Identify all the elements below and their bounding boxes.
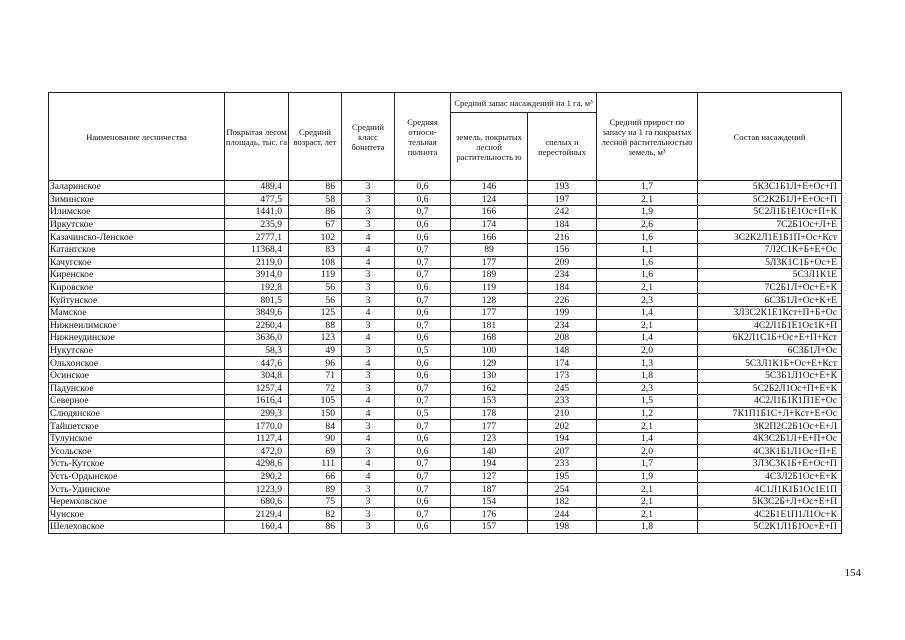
cell-bonitet: 3 — [342, 369, 395, 382]
cell-stock-mature: 199 — [528, 306, 597, 319]
cell-density: 0,7 — [395, 420, 451, 433]
cell-composition: 7С2Б1Л+Ос+Е+К — [698, 281, 842, 294]
cell-stock-mature: 254 — [528, 483, 597, 496]
table-row — [49, 483, 842, 496]
cell-density: 0,7 — [395, 243, 451, 256]
cell-name: Кировское — [49, 281, 225, 294]
cell-composition: 5Л3К1С1Б+Ос+Е — [698, 256, 842, 269]
cell-density: 0,7 — [395, 256, 451, 269]
cell-composition: 4С3Л2Б1Ос+Е+К — [698, 470, 842, 483]
table-row — [49, 495, 842, 508]
table-row — [49, 508, 842, 521]
cell-name: Слюдянское — [49, 407, 225, 420]
cell-name: Усольское — [49, 445, 225, 458]
table-row — [49, 445, 842, 458]
cell-composition: 4С2Л1Б1Е1Ос1К+П — [698, 319, 842, 332]
cell-composition: 4С2Л1Б1К1П1Е+Ос — [698, 395, 842, 408]
cell-area: 3914,0 — [225, 269, 289, 282]
cell-density: 0,7 — [395, 508, 451, 521]
cell-name: Усть-Кутское — [49, 458, 225, 471]
cell-bonitet: 4 — [342, 458, 395, 471]
cell-bonitet: 3 — [342, 495, 395, 508]
cell-stock-mature: 198 — [528, 521, 597, 534]
cell-composition: 6К2Л1С1Б+Ос+Е+П+Кст — [698, 332, 842, 345]
cell-age: 56 — [289, 281, 342, 294]
cell-density: 0,6 — [395, 357, 451, 370]
cell-density: 0,6 — [395, 445, 451, 458]
table-row — [49, 306, 842, 319]
cell-growth: 1,6 — [597, 256, 698, 269]
cell-composition: 7С2Б1Ос+Л+Е — [698, 218, 842, 231]
cell-bonitet: 3 — [342, 521, 395, 534]
cell-bonitet: 3 — [342, 218, 395, 231]
cell-stock-mature: 184 — [528, 281, 597, 294]
cell-growth: 1,5 — [597, 395, 698, 408]
cell-age: 56 — [289, 294, 342, 307]
table-row — [49, 181, 842, 194]
cell-name: Тайшетское — [49, 420, 225, 433]
cell-density: 0,6 — [395, 369, 451, 382]
cell-bonitet: 4 — [342, 470, 395, 483]
cell-stock-mature: 244 — [528, 508, 597, 521]
cell-stock-mature: 148 — [528, 344, 597, 357]
cell-age: 86 — [289, 206, 342, 219]
cell-age: 86 — [289, 181, 342, 194]
cell-growth: 2,0 — [597, 344, 698, 357]
cell-area: 472,0 — [225, 445, 289, 458]
cell-composition: 5С2К1Л1Б1Ос+Е+П — [698, 521, 842, 534]
cell-growth: 1,7 — [597, 181, 698, 194]
table-row — [49, 395, 842, 408]
cell-bonitet: 4 — [342, 231, 395, 244]
cell-name: Заларинское — [49, 181, 225, 194]
cell-density: 0,7 — [395, 382, 451, 395]
cell-bonitet: 4 — [342, 256, 395, 269]
cell-area: 235,9 — [225, 218, 289, 231]
cell-area: 489,4 — [225, 181, 289, 194]
cell-stock-mature: 195 — [528, 470, 597, 483]
cell-name: Усть-Ордынское — [49, 470, 225, 483]
cell-name: Зиминское — [49, 193, 225, 206]
cell-bonitet: 3 — [342, 382, 395, 395]
cell-stock-all: 130 — [451, 369, 528, 382]
cell-area: 58,3 — [225, 344, 289, 357]
cell-composition: 3К2П2С2Б1Ос+Е+Л — [698, 420, 842, 433]
cell-density: 0,6 — [395, 218, 451, 231]
cell-name: Киренское — [49, 269, 225, 282]
cell-area: 1127,4 — [225, 432, 289, 445]
cell-area: 290,2 — [225, 470, 289, 483]
cell-density: 0,7 — [395, 458, 451, 471]
cell-stock-mature: 245 — [528, 382, 597, 395]
cell-bonitet: 4 — [342, 432, 395, 445]
header-bonitet: Средний класс бонитета — [342, 93, 395, 181]
cell-name: Чунское — [49, 508, 225, 521]
cell-age: 72 — [289, 382, 342, 395]
cell-stock-all: 189 — [451, 269, 528, 282]
cell-stock-mature: 226 — [528, 294, 597, 307]
cell-age: 105 — [289, 395, 342, 408]
cell-stock-mature: 193 — [528, 181, 597, 194]
cell-age: 88 — [289, 319, 342, 332]
cell-stock-mature: 156 — [528, 243, 597, 256]
cell-age: 83 — [289, 243, 342, 256]
cell-bonitet: 3 — [342, 344, 395, 357]
cell-age: 75 — [289, 495, 342, 508]
cell-area: 2129,4 — [225, 508, 289, 521]
cell-name: Мамское — [49, 306, 225, 319]
cell-stock-all: 129 — [451, 357, 528, 370]
cell-stock-mature: 242 — [528, 206, 597, 219]
header-composition: Состав насаждений — [698, 93, 842, 181]
cell-stock-all: 194 — [451, 458, 528, 471]
cell-composition: 5С3Л1К1Е — [698, 269, 842, 282]
cell-growth: 1,8 — [597, 369, 698, 382]
cell-growth: 2,3 — [597, 382, 698, 395]
cell-density: 0,7 — [395, 395, 451, 408]
cell-name: Нукутское — [49, 344, 225, 357]
cell-growth: 2,1 — [597, 193, 698, 206]
cell-density: 0,7 — [395, 470, 451, 483]
table-row — [49, 407, 842, 420]
cell-growth: 1,4 — [597, 306, 698, 319]
cell-name: Катангское — [49, 243, 225, 256]
cell-growth: 1,6 — [597, 269, 698, 282]
cell-growth: 2,1 — [597, 508, 698, 521]
table-row — [49, 458, 842, 471]
header-stock-all: земель, покрытых лесной растительность ю — [451, 113, 528, 181]
cell-stock-mature: 210 — [528, 407, 597, 420]
cell-area: 1770,0 — [225, 420, 289, 433]
cell-composition: 5К3С2Б+Л+Ос+Е+П — [698, 495, 842, 508]
cell-name: Нижнеудинское — [49, 332, 225, 345]
table-row — [49, 369, 842, 382]
cell-name: Черемховское — [49, 495, 225, 508]
cell-age: 69 — [289, 445, 342, 458]
table-row — [49, 218, 842, 231]
cell-stock-mature: 174 — [528, 357, 597, 370]
cell-age: 86 — [289, 521, 342, 534]
cell-name: Нижнеилимское — [49, 319, 225, 332]
table-row — [49, 521, 842, 534]
cell-stock-mature: 184 — [528, 218, 597, 231]
cell-growth: 1,2 — [597, 407, 698, 420]
cell-area: 4298,6 — [225, 458, 289, 471]
cell-bonitet: 3 — [342, 483, 395, 496]
header-area: Покрытая лесом площадь, тыс. га — [225, 93, 289, 181]
cell-age: 89 — [289, 483, 342, 496]
cell-area: 192,8 — [225, 281, 289, 294]
cell-stock-all: 181 — [451, 319, 528, 332]
cell-stock-all: 119 — [451, 281, 528, 294]
cell-bonitet: 3 — [342, 445, 395, 458]
cell-bonitet: 3 — [342, 294, 395, 307]
cell-bonitet: 4 — [342, 407, 395, 420]
cell-growth: 2,1 — [597, 281, 698, 294]
cell-stock-mature: 173 — [528, 369, 597, 382]
table-row — [49, 256, 842, 269]
cell-bonitet: 3 — [342, 281, 395, 294]
cell-name: Качугское — [49, 256, 225, 269]
cell-bonitet: 4 — [342, 395, 395, 408]
cell-density: 0,7 — [395, 319, 451, 332]
cell-growth: 2,6 — [597, 218, 698, 231]
cell-age: 58 — [289, 193, 342, 206]
cell-bonitet: 3 — [342, 181, 395, 194]
cell-growth: 1,9 — [597, 470, 698, 483]
cell-growth: 2,1 — [597, 495, 698, 508]
cell-stock-all: 166 — [451, 206, 528, 219]
cell-density: 0,6 — [395, 281, 451, 294]
cell-name: Иркутское — [49, 218, 225, 231]
cell-name: Падунское — [49, 382, 225, 395]
cell-age: 49 — [289, 344, 342, 357]
cell-stock-mature: 207 — [528, 445, 597, 458]
cell-age: 71 — [289, 369, 342, 382]
cell-stock-all: 177 — [451, 420, 528, 433]
cell-age: 102 — [289, 231, 342, 244]
cell-stock-all: 178 — [451, 407, 528, 420]
cell-area: 2119,0 — [225, 256, 289, 269]
table-row — [49, 344, 842, 357]
cell-area: 801,5 — [225, 294, 289, 307]
cell-composition: 7Л2С1К+Б+Е+Ос — [698, 243, 842, 256]
cell-area: 1441,0 — [225, 206, 289, 219]
table-row — [49, 357, 842, 370]
table-row — [49, 206, 842, 219]
table-row — [49, 243, 842, 256]
cell-name: Усть-Удинское — [49, 483, 225, 496]
table-row — [49, 470, 842, 483]
cell-composition: 5С2Л1Б1Е1Ос+П+К — [698, 206, 842, 219]
cell-age: 108 — [289, 256, 342, 269]
cell-name: Ольхонское — [49, 357, 225, 370]
cell-age: 123 — [289, 332, 342, 345]
cell-name: Казачинско-Ленское — [49, 231, 225, 244]
table-row — [49, 281, 842, 294]
cell-density: 0,6 — [395, 521, 451, 534]
cell-area: 304,8 — [225, 369, 289, 382]
cell-growth: 1,3 — [597, 357, 698, 370]
cell-age: 119 — [289, 269, 342, 282]
cell-age: 125 — [289, 306, 342, 319]
table-row — [49, 231, 842, 244]
cell-density: 0,5 — [395, 344, 451, 357]
cell-name: Куйтунское — [49, 294, 225, 307]
cell-area: 1223,9 — [225, 483, 289, 496]
cell-density: 0,6 — [395, 495, 451, 508]
cell-composition: 4К3С2Б1Л+Е+П+Ос — [698, 432, 842, 445]
cell-stock-all: 124 — [451, 193, 528, 206]
cell-growth: 2,1 — [597, 420, 698, 433]
cell-stock-all: 128 — [451, 294, 528, 307]
cell-name: Илимское — [49, 206, 225, 219]
cell-growth: 2,1 — [597, 319, 698, 332]
cell-growth: 1,1 — [597, 243, 698, 256]
cell-growth: 2,1 — [597, 483, 698, 496]
cell-density: 0,7 — [395, 206, 451, 219]
cell-composition: 5К3С1Б1Л+Е+Ос+П — [698, 181, 842, 194]
cell-growth: 2,0 — [597, 445, 698, 458]
cell-stock-mature: 194 — [528, 432, 597, 445]
cell-area: 3849,6 — [225, 306, 289, 319]
cell-growth: 1,8 — [597, 521, 698, 534]
cell-stock-all: 123 — [451, 432, 528, 445]
cell-stock-all: 177 — [451, 306, 528, 319]
cell-stock-all: 174 — [451, 218, 528, 231]
cell-stock-mature: 216 — [528, 231, 597, 244]
cell-stock-all: 157 — [451, 521, 528, 534]
cell-area: 299,3 — [225, 407, 289, 420]
header-stock-group: Средний запас насаждений на 1 га, м³ — [451, 93, 597, 113]
cell-density: 0,7 — [395, 269, 451, 282]
cell-bonitet: 4 — [342, 332, 395, 345]
cell-density: 0,6 — [395, 181, 451, 194]
cell-density: 0,7 — [395, 483, 451, 496]
cell-stock-mature: 208 — [528, 332, 597, 345]
cell-bonitet: 3 — [342, 319, 395, 332]
cell-composition: 6С3Б1Л+Ос — [698, 344, 842, 357]
cell-growth: 2,3 — [597, 294, 698, 307]
cell-area: 680,6 — [225, 495, 289, 508]
cell-name: Шелеховское — [49, 521, 225, 534]
cell-stock-all: 187 — [451, 483, 528, 496]
cell-age: 66 — [289, 470, 342, 483]
cell-growth: 1,4 — [597, 432, 698, 445]
cell-area: 2260,4 — [225, 319, 289, 332]
cell-area: 447,6 — [225, 357, 289, 370]
cell-composition: 5С2Б2Л1Ос+П+Е+К — [698, 382, 842, 395]
cell-area: 2777,1 — [225, 231, 289, 244]
cell-stock-mature: 202 — [528, 420, 597, 433]
table-body — [49, 181, 842, 534]
cell-density: 0,6 — [395, 193, 451, 206]
cell-density: 0,5 — [395, 407, 451, 420]
header-density: Средняя относи-тельная полнота — [395, 93, 451, 181]
cell-name: Северное — [49, 395, 225, 408]
cell-density: 0,7 — [395, 294, 451, 307]
cell-bonitet: 3 — [342, 420, 395, 433]
cell-age: 150 — [289, 407, 342, 420]
cell-density: 0,6 — [395, 231, 451, 244]
cell-composition: 4С2Б1Е1П1Л1Ос+К — [698, 508, 842, 521]
cell-stock-all: 127 — [451, 470, 528, 483]
cell-stock-all: 154 — [451, 495, 528, 508]
cell-stock-all: 100 — [451, 344, 528, 357]
cell-stock-all: 162 — [451, 382, 528, 395]
cell-stock-mature: 182 — [528, 495, 597, 508]
cell-stock-all: 176 — [451, 508, 528, 521]
cell-stock-all: 166 — [451, 231, 528, 244]
header-growth: Средний прирост по запасу на 1 га покрытых лесной растительностью земель, м³ — [597, 93, 698, 181]
cell-stock-all: 153 — [451, 395, 528, 408]
cell-composition: 5С3Б1Л1Ос+Е+К — [698, 369, 842, 382]
cell-age: 82 — [289, 508, 342, 521]
cell-area: 11368,4 — [225, 243, 289, 256]
table-row — [49, 319, 842, 332]
cell-composition: 3С2К2Л1Е1Б1П+Ос+Кст — [698, 231, 842, 244]
cell-stock-all: 140 — [451, 445, 528, 458]
forestry-table — [48, 92, 842, 534]
cell-composition: 4С1Л1К1Б1Ос1Е1П — [698, 483, 842, 496]
cell-stock-all: 168 — [451, 332, 528, 345]
table-row — [49, 432, 842, 445]
cell-stock-mature: 234 — [528, 269, 597, 282]
cell-age: 67 — [289, 218, 342, 231]
cell-bonitet: 3 — [342, 269, 395, 282]
cell-composition: 4С3К1Б1Л1Ос+П+Е — [698, 445, 842, 458]
header-name: Наименование лесничества — [49, 93, 225, 181]
page-number: 154 — [844, 567, 861, 579]
cell-area: 160,4 — [225, 521, 289, 534]
table-row — [49, 193, 842, 206]
cell-composition: 7К1П1Б1С+Л+Кст+Е+Ос — [698, 407, 842, 420]
cell-growth: 1,7 — [597, 458, 698, 471]
cell-bonitet: 4 — [342, 306, 395, 319]
cell-bonitet: 3 — [342, 206, 395, 219]
cell-stock-all: 146 — [451, 181, 528, 194]
cell-density: 0,6 — [395, 432, 451, 445]
header-age: Средний возраст, лет — [289, 93, 342, 181]
cell-growth: 1,6 — [597, 231, 698, 244]
table-row — [49, 269, 842, 282]
cell-growth: 1,4 — [597, 332, 698, 345]
cell-area: 3636,0 — [225, 332, 289, 345]
cell-age: 84 — [289, 420, 342, 433]
cell-composition: 3Л3С3К1Б+Е+Ос+П — [698, 458, 842, 471]
cell-age: 90 — [289, 432, 342, 445]
cell-bonitet: 3 — [342, 193, 395, 206]
cell-stock-mature: 234 — [528, 319, 597, 332]
cell-stock-all: 177 — [451, 256, 528, 269]
cell-stock-mature: 233 — [528, 458, 597, 471]
table-row — [49, 332, 842, 345]
cell-density: 0,6 — [395, 332, 451, 345]
cell-area: 1257,4 — [225, 382, 289, 395]
cell-growth: 1,9 — [597, 206, 698, 219]
table-row — [49, 382, 842, 395]
cell-name: Тулунское — [49, 432, 225, 445]
cell-area: 477,5 — [225, 193, 289, 206]
cell-age: 96 — [289, 357, 342, 370]
cell-bonitet: 3 — [342, 508, 395, 521]
cell-stock-mature: 197 — [528, 193, 597, 206]
cell-stock-mature: 209 — [528, 256, 597, 269]
table-row — [49, 420, 842, 433]
cell-composition: 5С3Л1К1Б+Ос+Е+Кст — [698, 357, 842, 370]
cell-stock-mature: 233 — [528, 395, 597, 408]
cell-name: Осинское — [49, 369, 225, 382]
cell-stock-all: 89 — [451, 243, 528, 256]
cell-bonitet: 4 — [342, 357, 395, 370]
header-stock-mature: спелых и перестойных — [528, 113, 597, 181]
cell-age: 111 — [289, 458, 342, 471]
cell-density: 0,6 — [395, 306, 451, 319]
cell-bonitet: 4 — [342, 243, 395, 256]
cell-composition: 6С3Б1Л+Ос+К+Е — [698, 294, 842, 307]
cell-composition: 5С2К2Б1Л+Е+Ос+П — [698, 193, 842, 206]
table-row — [49, 294, 842, 307]
cell-composition: 3Л3С2К1Е1Кст+П+Б+Ос — [698, 306, 842, 319]
cell-area: 1616,4 — [225, 395, 289, 408]
